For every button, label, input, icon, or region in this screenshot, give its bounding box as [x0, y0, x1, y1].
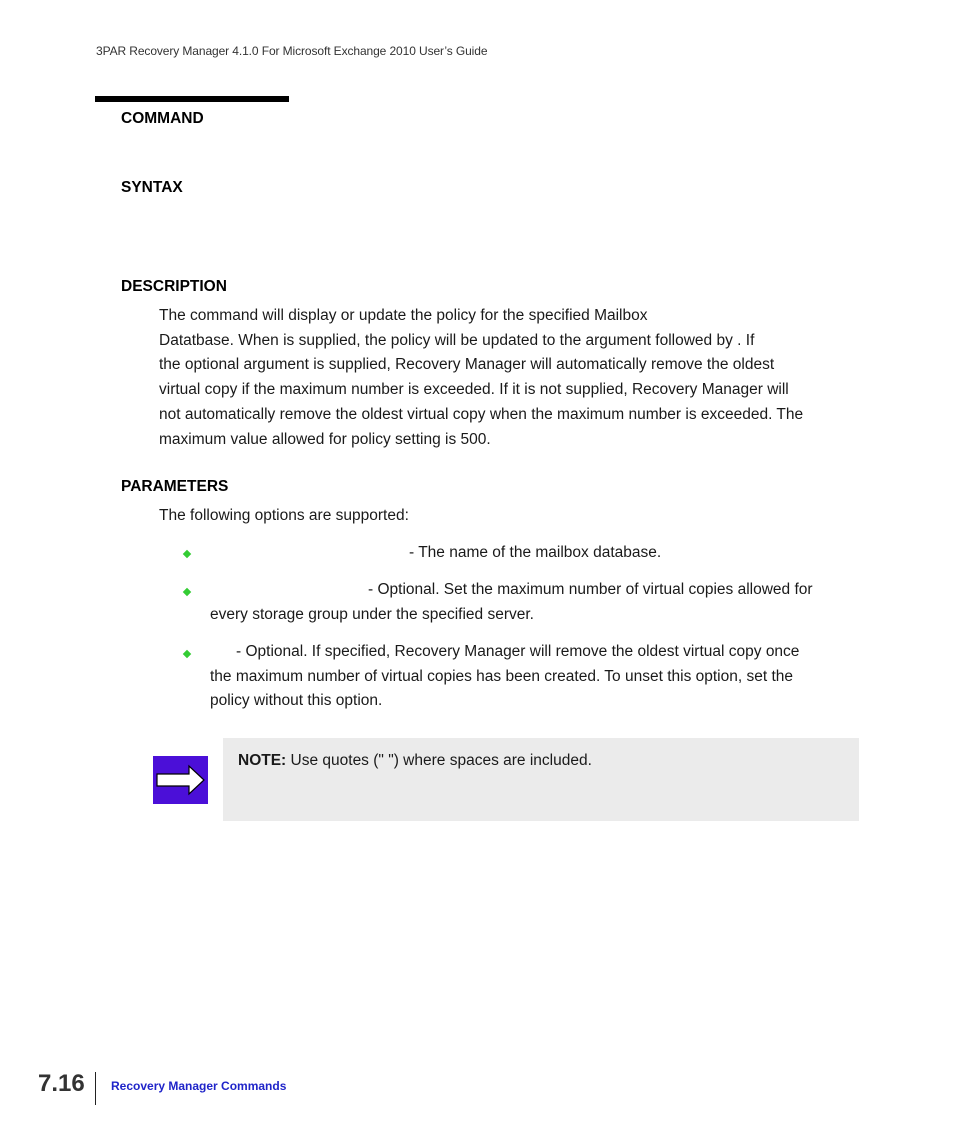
description-line: not automatically remove the oldest virtual copy when the maximum number is exceeded. The: [159, 406, 804, 423]
heading-description: DESCRIPTION: [121, 278, 227, 295]
parameter-item-line: every storage group under the specified server.: [210, 606, 534, 623]
description-line: Datatbase. When is supplied, the policy will be updated to the argument followed by . If: [159, 332, 755, 349]
footer-divider: [95, 1072, 96, 1105]
description-line: maximum value allowed for policy setting is 500.: [159, 431, 491, 448]
page-number: 7.16: [38, 1070, 85, 1097]
description-line: virtual copy if the maximum number is exceeded. If it is not supplied, Recovery Manager will: [159, 381, 789, 398]
note-body: Use quotes (" ") where spaces are included.: [286, 752, 592, 769]
parameter-item-line: - Optional. Set the maximum number of virtual copies allowed for: [368, 581, 813, 598]
section-rule: [95, 96, 289, 102]
chapter-title: Recovery Manager Commands: [111, 1079, 287, 1093]
description-line: The command will display or update the policy for the specified Mailbox: [159, 307, 648, 324]
heading-parameters: PARAMETERS: [121, 478, 229, 495]
note-label: NOTE:: [238, 752, 287, 769]
bullet-diamond-icon: [183, 588, 191, 596]
parameter-item-line: the maximum number of virtual copies has been created. To unset this option, set the: [210, 668, 794, 685]
parameters-intro: The following options are supported:: [159, 507, 409, 524]
parameter-item-line: policy without this option.: [210, 692, 383, 709]
right-arrow-icon: [153, 756, 208, 804]
bullet-diamond-icon: [183, 650, 191, 658]
description-line: the optional argument is supplied, Recovery Manager will automatically remove the oldest: [159, 356, 775, 373]
note-text: [238, 749, 592, 774]
bullet-diamond-icon: [183, 550, 191, 558]
heading-syntax: SYNTAX: [121, 179, 183, 196]
running-header: 3PAR Recovery Manager 4.1.0 For Microsoft Exchange 2010 User’s Guide: [96, 44, 488, 58]
heading-command: COMMAND: [121, 110, 204, 127]
description-paragraph: [159, 304, 859, 454]
parameter-item-line: - Optional. If specified, Recovery Manager will remove the oldest virtual copy once: [236, 643, 800, 660]
parameter-item-line: - The name of the mailbox database.: [409, 544, 662, 561]
